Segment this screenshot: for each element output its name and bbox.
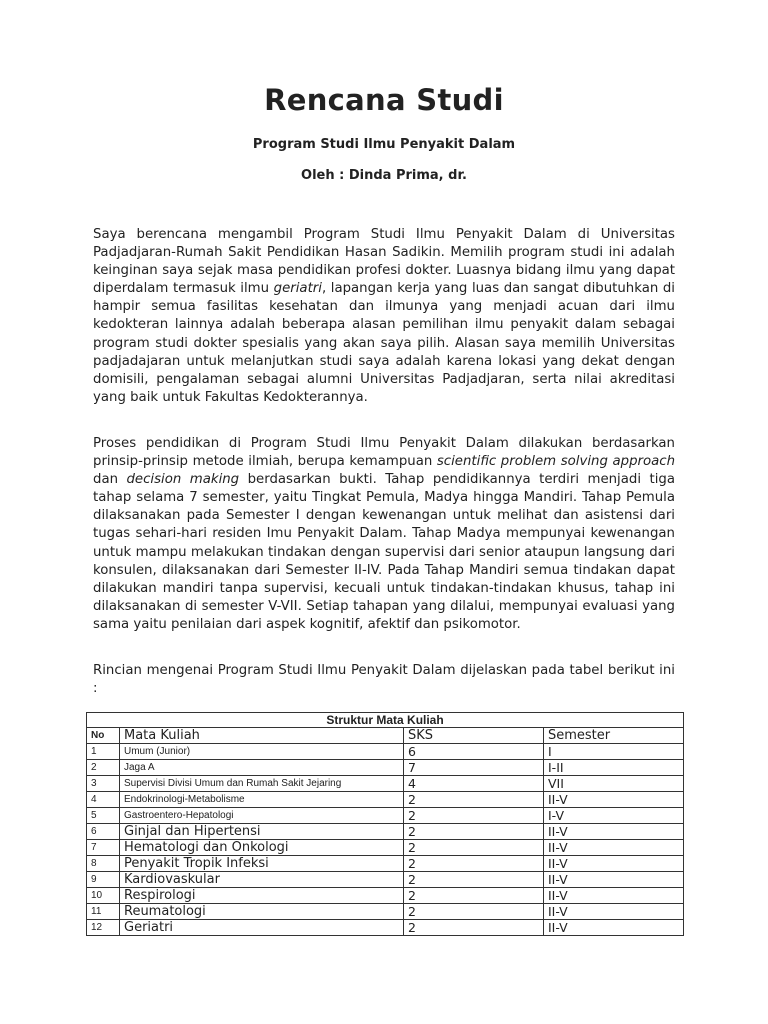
paragraph-text: Proses pendidikan di Program Studi Ilmu Penyakit Dalam dilakukan berdasarkan prinsip-prinsip metode ilmiah, berupa kemampuan [93, 436, 675, 470]
table-row [87, 776, 684, 792]
document-author: Oleh : Dinda Prima, dr. [301, 168, 467, 183]
table-row [87, 824, 684, 840]
table-row [87, 744, 684, 760]
cell-no: 11 [87, 904, 120, 920]
cell-semester: II-V [544, 824, 684, 840]
paragraph-text: Rincian mengenai Program Studi Ilmu Penyakit Dalam dijelaskan pada tabel berikut ini : [93, 663, 675, 697]
paragraph-motivation [93, 226, 675, 407]
table-row [87, 792, 684, 808]
cell-no: 5 [87, 808, 120, 824]
paragraph-education-process [93, 435, 675, 634]
cell-no: 3 [87, 776, 120, 792]
paragraph-text: berdasarkan bukti. Tahap pendidikannya terdiri menjadi tiga tahap selama 7 semester, yaitu Tingkat Pemula, Madya hingga Mandiri. Tahap Pemula dilaksanakan pada Semester I dengan kewenangan untuk melihat dan asistensi dari tugas sehari-hari residen Imu Penyakit Dalam. Tahap Madya mempunyai kewenangan untuk mampu melakukan tindakan dengan supervisi dari senior ataupun langsung dari konsulen, dilaksanakan dari Semester II-IV. Pada Tahap Mandiri semua tindakan dapat dilakukan mandiri tanpa supervisi, kecuali untuk tindakan-tindakan khusus, tahap ini dilaksanakan di semester V-VII. Setiap tahapan yang dilalui, mempunyai evaluasi yang sama yaitu penilaian dari aspek kognitif, afektif dan psikomotor. [93, 472, 675, 632]
paragraph-text: , lapangan kerja yang luas dan sangat dibutuhkan di hampir semua fasilitas kesehatan dan ilmunya yang menjadi acuan dari ilmu kedokteran lainnya adalah beberapa alasan pemilihan ilmu penyakit dalam sebagai program studi dokter spesialis yang akan saya pilih. Alasan saya memilih Universitas padjadajaran untuk melanjutkan studi saya adalah karena lokasi yang dekat dengan domisili, pengalaman sebagai alumni Universitas Padjadjaran, serta nilai akreditasi yang baik untuk Fakultas Kedokterannya. [93, 281, 675, 405]
cell-course: Reumatologi [120, 904, 404, 920]
cell-sks: 2 [404, 904, 544, 920]
cell-sks: 2 [404, 840, 544, 856]
cell-no: 6 [87, 824, 120, 840]
cell-no: 10 [87, 888, 120, 904]
column-header-sks: SKS [404, 728, 544, 744]
table-row [87, 808, 684, 824]
cell-no: 8 [87, 856, 120, 872]
cell-no: 1 [87, 744, 120, 760]
table-row [87, 920, 684, 936]
cell-course: Respirologi [120, 888, 404, 904]
table-row [87, 904, 684, 920]
course-structure-table [86, 712, 684, 936]
paragraph-text: Saya berencana mengambil Program Studi Ilmu Penyakit Dalam di Universitas Padjadjaran-Rumah Sakit Pendidikan Hasan Sadikin. Memilih program studi ini adalah keinginan saya sejak masa pendidikan profesi dokter. Luasnya bidang ilmu yang dapat diperdalam termasuk ilmu [93, 227, 675, 297]
cell-semester: I [544, 744, 684, 760]
column-header-course: Mata Kuliah [120, 728, 404, 744]
cell-no: 12 [87, 920, 120, 936]
column-header-no: No [87, 728, 120, 744]
cell-no: 7 [87, 840, 120, 856]
paragraph-table-intro [93, 662, 675, 698]
cell-course: Ginjal dan Hipertensi [120, 824, 404, 840]
cell-course: Endokrinologi-Metabolisme [120, 792, 404, 808]
cell-no: 9 [87, 872, 120, 888]
cell-sks: 2 [404, 888, 544, 904]
table-row [87, 888, 684, 904]
cell-sks: 2 [404, 856, 544, 872]
cell-semester: I-II [544, 760, 684, 776]
cell-sks: 2 [404, 792, 544, 808]
cell-no: 2 [87, 760, 120, 776]
cell-sks: 7 [404, 760, 544, 776]
cell-course: Kardiovaskular [120, 872, 404, 888]
document-subtitle: Program Studi Ilmu Penyakit Dalam [252, 137, 516, 152]
cell-course: Penyakit Tropik Infeksi [120, 856, 404, 872]
table-row [87, 872, 684, 888]
cell-semester: II-V [544, 840, 684, 856]
italic-term: geriatri [273, 281, 322, 297]
cell-sks: 2 [404, 808, 544, 824]
table-row [87, 856, 684, 872]
cell-semester: II-V [544, 920, 684, 936]
cell-semester: I-V [544, 808, 684, 824]
document-title: Rencana Studi [264, 83, 504, 117]
paragraph-text: dan [93, 472, 127, 488]
cell-course: Hematologi dan Onkologi [120, 840, 404, 856]
cell-semester: II-V [544, 888, 684, 904]
cell-semester: II-V [544, 872, 684, 888]
table-row [87, 760, 684, 776]
cell-sks: 2 [404, 824, 544, 840]
table-caption: Struktur Mata Kuliah [87, 713, 684, 728]
cell-sks: 4 [404, 776, 544, 792]
cell-semester: II-V [544, 792, 684, 808]
cell-course: Gastroentero-Hepatologi [120, 808, 404, 824]
cell-sks: 2 [404, 920, 544, 936]
table-row [87, 840, 684, 856]
cell-course: Geriatri [120, 920, 404, 936]
cell-no: 4 [87, 792, 120, 808]
cell-sks: 2 [404, 872, 544, 888]
cell-sks: 6 [404, 744, 544, 760]
column-header-semester: Semester [544, 728, 684, 744]
cell-semester: II-V [544, 856, 684, 872]
cell-semester: VII [544, 776, 684, 792]
cell-course: Jaga A [120, 760, 404, 776]
table-body [87, 744, 684, 936]
cell-semester: II-V [544, 904, 684, 920]
cell-course: Supervisi Divisi Umum dan Rumah Sakit Jejaring [120, 776, 404, 792]
cell-course: Umum (Junior) [120, 744, 404, 760]
italic-term: decision making [126, 472, 240, 488]
italic-term: scientific problem solving approach [436, 454, 675, 470]
